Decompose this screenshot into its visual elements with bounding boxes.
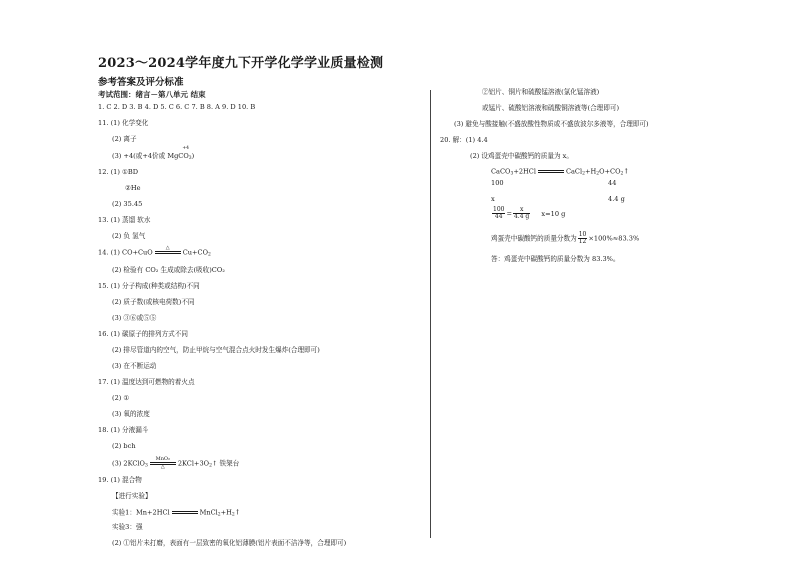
answer-q17-2: (2) ① xyxy=(112,394,130,402)
final-answer: 答：鸡蛋壳中碳酸钙的质量分数为 83.3%。 xyxy=(491,255,620,263)
answer-q1-10: 1. C 2. D 3. B 4. D 5. C 6. C 7. B 8. A 9. D 10. B xyxy=(98,103,256,111)
answer-q14-1: 14. (1) CO+CuO △ $Cu+CO_2$ xyxy=(98,245,211,258)
answer-q20-2: (2) 设鸡蛋壳中碳酸钙的质量为 x。 xyxy=(470,152,573,160)
molar-mass-caco3: 100 xyxy=(491,179,504,187)
answer-q11-3: (3) +4(或+4价或 MgC +4 $O_3$) xyxy=(112,146,195,161)
unknown-x: x xyxy=(491,195,495,203)
answer-q12-2: (2) 35.45 xyxy=(112,200,143,208)
answer-q15-3: (3) ③⑥或⑤⑤ xyxy=(112,314,157,322)
answer-q14-2: (2) 检验有 CO₂ 生成或除去(吸收)CO₂ xyxy=(112,266,225,274)
answer-q17-1: 17. (1) 温度达到可燃物的着火点 xyxy=(98,378,195,386)
answer-q19-experiment-1: 实验1：Mn+2HCl $MnCl_2+H_2↑$ xyxy=(112,508,241,518)
proportion-equation: $\frac{100}{44}$ = $\frac{x}{4.4 g}$ x=10 g xyxy=(493,206,566,220)
answer-q19-3: (3) 避免与酸接触(不盛放酸性物质或不盛放波尔多液等，合理即可) xyxy=(454,120,649,128)
page-title: 2023～2024学年度九下开学化学学业质量检测 xyxy=(98,56,384,71)
mass-fraction-calc: 鸡蛋壳中碳酸钙的质量分数为 $\frac{10}{12}$ ×100%≈83.3% xyxy=(491,231,640,245)
answer-q13-1: 13. (1) 蒸馏 软水 xyxy=(98,216,151,224)
chemical-equation: CaCO$_3$+2HCl $CaCl_2+H_2O+CO_2↑$ xyxy=(491,167,630,177)
answer-q17-3: (3) 氧的浓度 xyxy=(112,410,150,418)
exam-scope: 考试范围：绪言－第八单元 结束 xyxy=(98,90,206,99)
answer-q19-2: (2) ①铝片未打磨，表面有一层致密的氧化铝薄膜(铝片表面不洁净等，合理即可) xyxy=(112,539,347,547)
co2-mass: 4.4 g xyxy=(608,195,625,203)
column-divider xyxy=(430,90,431,538)
reaction-condition: △ xyxy=(155,246,181,259)
answer-q11-1: 11. (1) 化学变化 xyxy=(98,119,149,127)
answer-q18-1: 18. (1) 分液漏斗 xyxy=(98,426,149,434)
answer-q16-3: (3) 在不断运动 xyxy=(112,362,157,370)
answer-q12-1b: ②He xyxy=(125,184,141,192)
answer-q19-2c: 或锰片、硫酸铝溶液和硫酸铜溶液等(合理即可) xyxy=(482,104,620,112)
answer-q18-2: (2) bch xyxy=(112,442,136,450)
answer-q19-experiment-heading: 【进行实验】 xyxy=(112,492,152,500)
answer-q16-2: (2) 排尽管道内的空气，防止甲烷与空气混合点火时发生爆炸(合理即可) xyxy=(112,346,320,354)
answer-q16-1: 16. (1) 碳原子的排列方式不同 xyxy=(98,330,188,338)
answer-q20-1: 20. 解：(1) 4.4 xyxy=(440,136,488,144)
answer-q15-2: (2) 质子数(或核电荷数)不同 xyxy=(112,298,195,306)
answer-q12-1: 12. (1) ①BD xyxy=(98,168,139,176)
answer-q11-2: (2) 离子 xyxy=(112,135,137,143)
answer-q19-2b: ②铝片、铜片和硫酸锰溶液(氯化锰溶液) xyxy=(482,88,600,96)
answer-q19-experiment-3: 实验3：强 xyxy=(112,523,143,531)
page-subtitle: 参考答案及评分标准 xyxy=(98,77,184,88)
answer-q15-1: 15. (1) 分子构成(种类或结构)不同 xyxy=(98,282,200,290)
answer-q18-3: (3) 2KClO$_3$ MnO₂ △ $2KCl+3O_2↑$ 铁架台 xyxy=(112,456,240,471)
answer-q19-1: 19. (1) 混合物 xyxy=(98,476,142,484)
molar-mass-co2: 44 xyxy=(608,179,617,187)
answer-q13-2: (2) 负 氢气 xyxy=(112,232,146,240)
reaction-condition: MnO₂ △ xyxy=(150,457,176,470)
